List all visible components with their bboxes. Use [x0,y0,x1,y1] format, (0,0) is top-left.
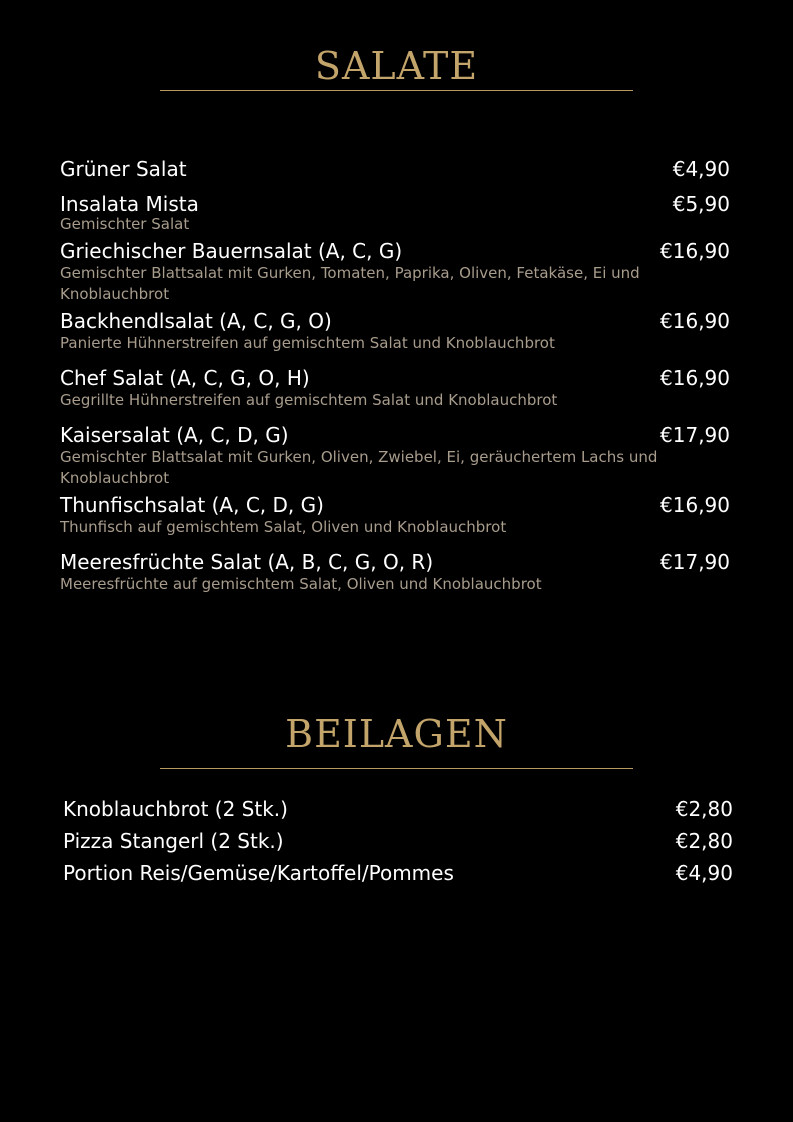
item-price: €2,80 [675,797,733,821]
item-name: Backhendlsalat (A, C, G, O) [60,309,332,333]
item-price: €16,90 [660,366,730,390]
item-price: €17,90 [660,423,730,447]
item-name: Portion Reis/Gemüse/Kartoffel/Pommes [63,861,454,885]
item-description: Panierte Hühnerstreifen auf gemischtem Salat und Knoblauchbrot [60,334,555,352]
menu-item [60,423,730,489]
menu-item [60,493,730,538]
item-name: Kaisersalat (A, C, D, G) [60,423,289,447]
list-item [63,861,733,893]
divider-beilagen [160,768,633,769]
item-price: €5,90 [672,192,730,216]
item-description: Meeresfrüchte auf gemischtem Salat, Oliven und Knoblauchbrot [60,575,542,593]
item-name: Grüner Salat [60,157,187,181]
item-price: €4,90 [675,861,733,885]
item-name: Insalata Mista [60,192,199,216]
menu-item [60,192,730,233]
item-description: Gemischter Blattsalat mit Gurken, Oliven, Zwiebel, Ei, geräuchertem Lachs und Knoblauchbrot [60,448,658,487]
item-price: €17,90 [660,550,730,574]
item-price: €16,90 [660,493,730,517]
list-item [63,829,733,861]
item-name: Chef Salat (A, C, G, O, H) [60,366,310,390]
item-description: Gegrillte Hühnerstreifen auf gemischtem Salat und Knoblauchbrot [60,391,558,409]
item-price: €4,90 [672,157,730,181]
item-description: Gemischter Blattsalat mit Gurken, Tomaten, Paprika, Oliven, Fetakäse, Ei und Knoblauchbrot [60,264,640,303]
item-description: Gemischter Salat [60,215,190,233]
item-name: Meeresfrüchte Salat (A, B, C, G, O, R) [60,550,434,574]
item-price: €16,90 [660,239,730,263]
section-title-salate: SALATE [314,44,479,88]
item-name: Griechischer Bauernsalat (A, C, G) [60,239,403,263]
menu-item [60,309,730,354]
item-name: Pizza Stangerl (2 Stk.) [63,829,284,853]
item-description: Thunfisch auf gemischtem Salat, Oliven und Knoblauchbrot [60,518,507,536]
item-price: €2,80 [675,829,733,853]
item-name: Thunfischsalat (A, C, D, G) [60,493,324,517]
menu-item [60,366,730,411]
menu-item [60,157,730,181]
menu-item [60,239,730,305]
section-title-beilagen: BEILAGEN [285,712,508,756]
item-name: Knoblauchbrot (2 Stk.) [63,797,288,821]
menu-item [60,550,730,595]
list-item [63,797,733,829]
divider-salate [160,90,633,91]
side-dish-list [63,797,733,893]
item-price: €16,90 [660,309,730,333]
